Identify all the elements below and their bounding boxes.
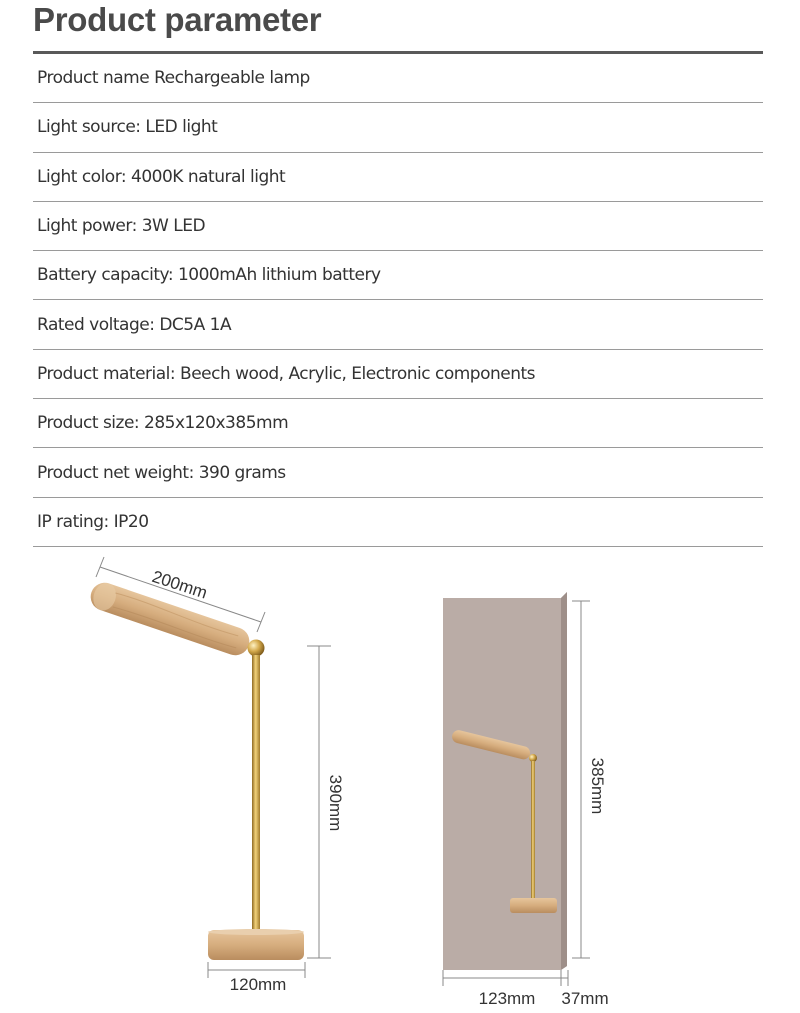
base-diameter-label: 120mm	[229, 975, 287, 994]
spec-ip-rating: IP rating: IP20	[33, 498, 763, 547]
box-height-label: 385mm	[588, 757, 607, 815]
lamp-base	[208, 929, 304, 960]
spec-battery-capacity: Battery capacity: 1000mAh lithium battery	[33, 251, 763, 300]
spec-product-size: Product size: 285x120x385mm	[33, 399, 763, 448]
lamp-pole	[252, 655, 260, 939]
lamp-joint	[248, 640, 265, 657]
box-side	[561, 592, 567, 970]
box-figure	[443, 592, 609, 1008]
box-width-dimension-line	[443, 970, 568, 986]
spec-light-source: Light source: LED light	[33, 103, 763, 152]
spec-product-material: Product material: Beech wood, Acrylic, Electronic components	[33, 350, 763, 399]
spec-light-power: Light power: 3W LED	[33, 202, 763, 251]
spec-rated-voltage: Rated voltage: DC5A 1A	[33, 300, 763, 349]
box-height-dimension-line	[572, 601, 590, 958]
box-front	[443, 592, 567, 970]
spec-net-weight: Product net weight: 390 grams	[33, 448, 763, 497]
spec-light-color: Light color: 4000K natural light	[33, 153, 763, 202]
box-width-label: 123mm	[478, 989, 536, 1008]
lamp-figure	[87, 557, 345, 994]
box-depth-label: 37mm	[561, 989, 609, 1008]
arm-length-label: 200mm	[149, 566, 210, 603]
spec-product-name: Product name Rechargeable lamp	[33, 54, 763, 103]
page-title: Product parameter	[33, 1, 322, 38]
height-label: 390mm	[326, 774, 345, 832]
